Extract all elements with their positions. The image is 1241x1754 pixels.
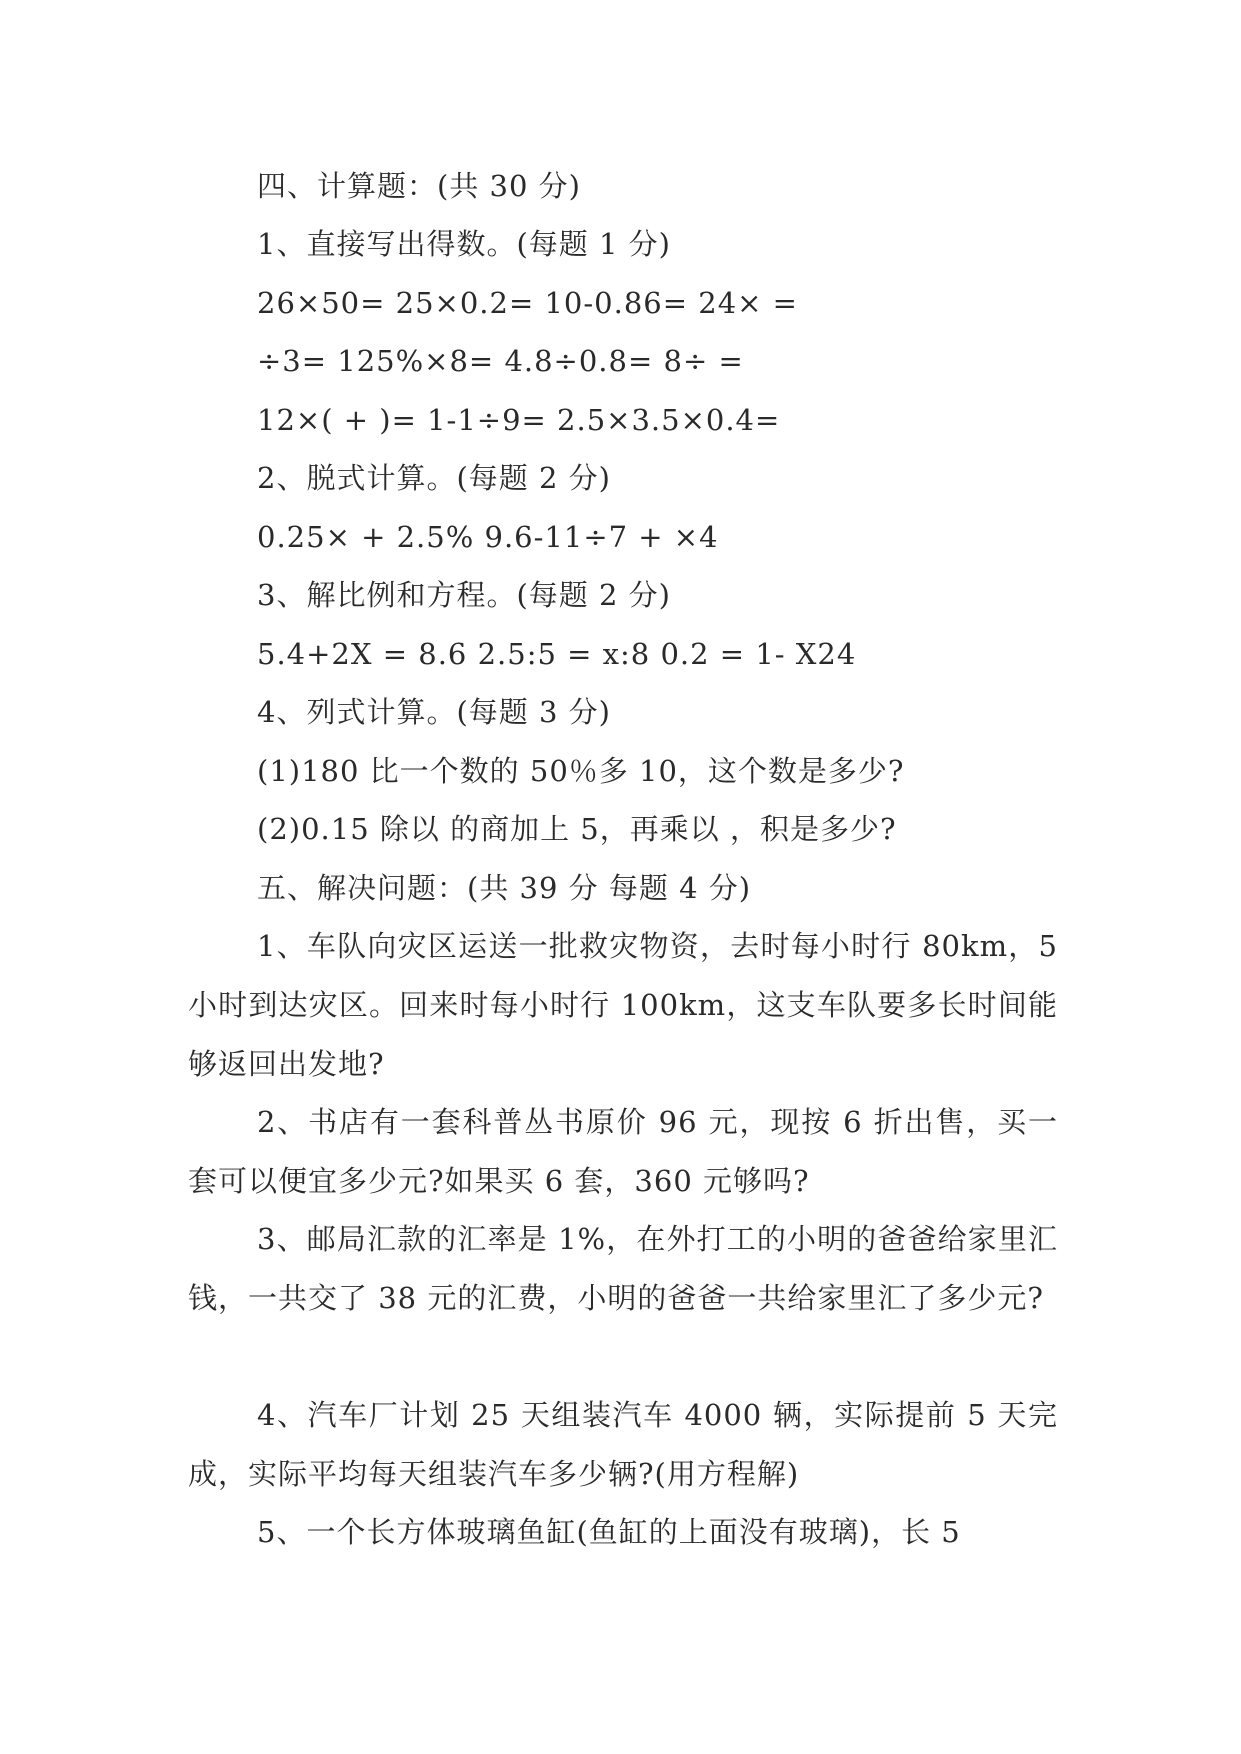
problem-4: 4、汽车厂计划 25 天组装汽车 4000 辆，实际提前 5 天完成，实际平均每天组装汽车多少辆?(用方程解)	[188, 1398, 1058, 1491]
q1-row-3: 12×( + )= 1-1÷9= 2.5×3.5×0.4=	[257, 403, 781, 437]
section4-heading: 四、计算题：(共 30 分)	[257, 169, 581, 203]
q1-row-2: ÷3= 125%×8= 4.8÷0.8= 8÷ =	[257, 344, 744, 378]
q4-item-1: (1)180 比一个数的 50％多 10，这个数是多少?	[257, 754, 905, 788]
q4-title: 4、列式计算。(每题 3 分)	[257, 695, 611, 729]
problem-1: 1、车队向灾区运送一批救灾物资，去时每小时行 80km，5 小时到达灾区。回来时每小时行 100km，这支车队要多长时间能够返回出发地?	[188, 929, 1058, 1081]
q3-title: 3、解比例和方程。(每题 2 分)	[257, 578, 671, 612]
q2-title: 2、脱式计算。(每题 2 分)	[257, 461, 611, 495]
q2-row: 0.25× + 2.5% 9.6-11÷7 + ×4	[257, 520, 719, 554]
section5-heading: 五、解决问题：(共 39 分 每题 4 分)	[257, 871, 752, 905]
q1-row-1: 26×50= 25×0.2= 10-0.86= 24× =	[257, 286, 798, 320]
q1-title: 1、直接写出得数。(每题 1 分)	[257, 227, 671, 261]
problem-2: 2、书店有一套科普丛书原价 96 元，现按 6 折出售，买一套可以便宜多少元?如果买 6 套，360 元够吗?	[188, 1105, 1058, 1198]
q4-item-2: (2)0.15 除以 的商加上 5，再乘以 ，积是多少?	[257, 812, 897, 846]
problem-3: 3、邮局汇款的汇率是 1%，在外打工的小明的爸爸给家里汇钱，一共交了 38 元的汇费，小明的爸爸一共给家里汇了多少元?	[188, 1222, 1058, 1315]
problem-5: 5、一个长方体玻璃鱼缸(鱼缸的上面没有玻璃)，长 5	[257, 1515, 961, 1549]
q3-row: 5.4+2X = 8.6 2.5:5 = x:8 0.2 = 1- X24	[257, 637, 857, 671]
